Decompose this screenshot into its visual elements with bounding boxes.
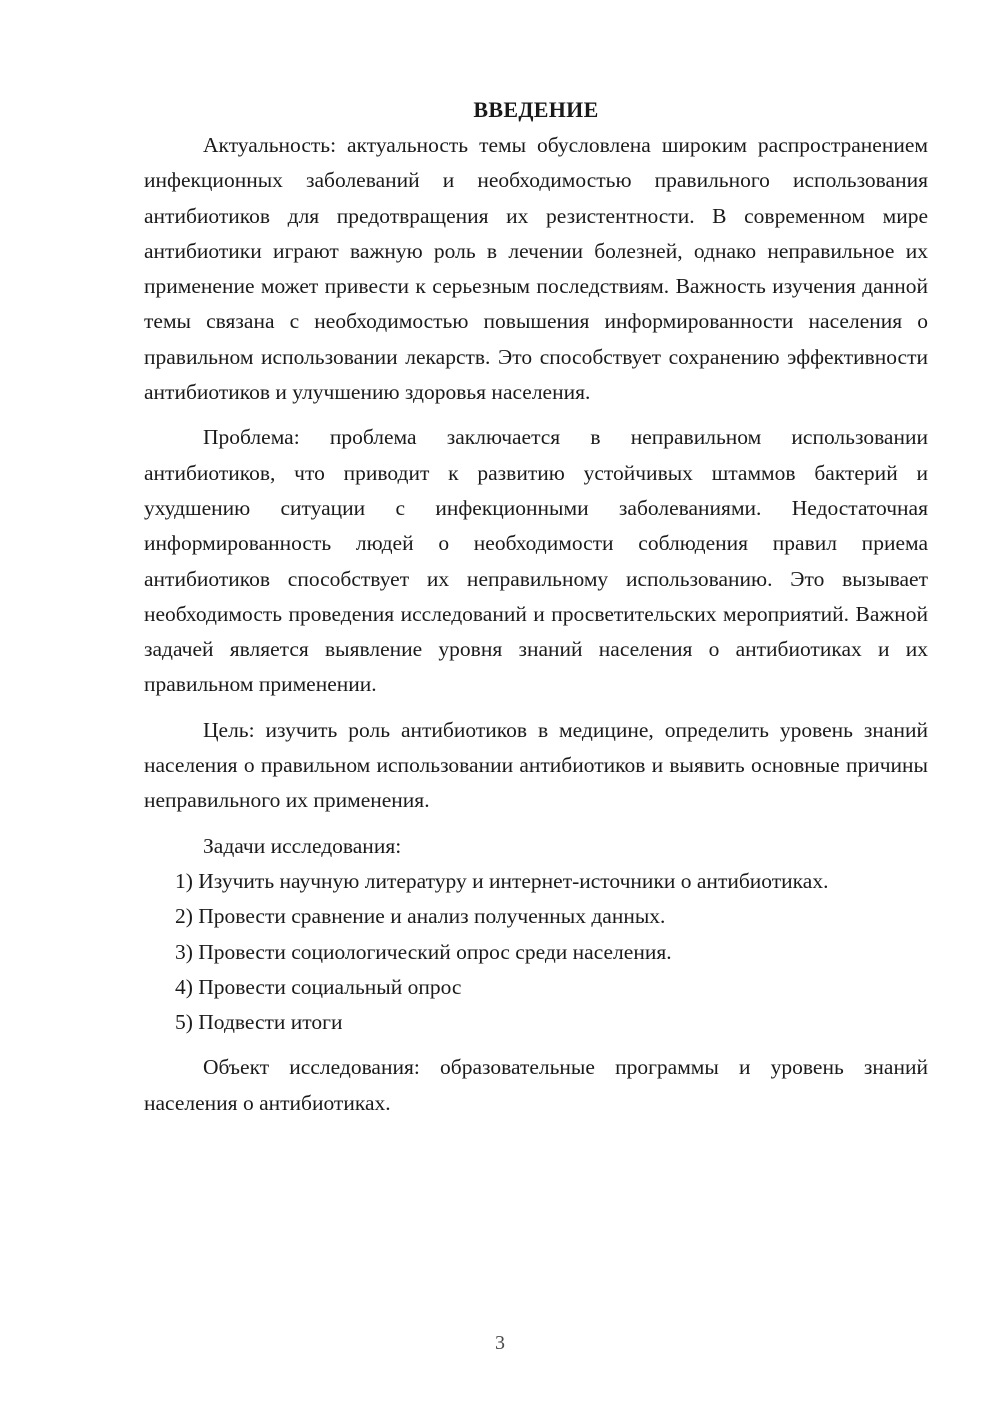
section-heading: ВВЕДЕНИЕ	[473, 97, 599, 122]
list-item: 3) Провести социологический опрос среди населения.	[175, 939, 672, 964]
relevance-paragraph: Актуальность: актуальность темы обусловлена широким распространением инфекционных заболеваний и необходимостью правильного использования антибиотиков для предотвращения их резистентности. В современном мире антибиотики играют важную роль в лечении болезней, однако неправильное их применение может привести к серьезным последствиям. Важность изучения данной темы связана с необходимостью повышения информированности населения о правильном использовании лекарств. Это способствует сохранению эффективности антибиотиков и улучшению здоровья населения.	[144, 133, 928, 405]
goal-paragraph: Цель: изучить роль антибиотиков в медицине, определить уровень знаний населения о правильном использовании антибиотиков и выявить основные причины неправильного их применения.	[144, 717, 928, 813]
list-item: 5) Подвести итоги	[175, 1010, 343, 1035]
problem-paragraph: Проблема: проблема заключается в неправильном использовании антибиотиков, что приводит к развитию устойчивых штаммов бактерий и ухудшению ситуации с инфекционными заболеваниями. Недостаточная информированность людей о необходимости соблюдения правил приема антибиотиков способствует их неправильному использованию. Это вызывает необходимость проведения исследований и просветительских мероприятий. Важной задачей является выявление уровня знаний населения о антибиотиках и их правильном применении.	[144, 425, 928, 697]
tasks-title: Задачи исследования:	[203, 833, 402, 858]
tasks-list	[144, 864, 928, 1040]
list-item: 1) Изучить научную литературу и интернет-источники о антибиотиках.	[175, 868, 829, 893]
page-number: 3	[495, 1332, 505, 1354]
list-item: 4) Провести социальный опрос	[175, 974, 462, 999]
document-page	[144, 92, 928, 1121]
object-paragraph: Объект исследования: образовательные программы и уровень знаний населения о антибиотиках.	[144, 1055, 928, 1115]
list-item: 2) Провести сравнение и анализ полученных данных.	[175, 904, 666, 929]
